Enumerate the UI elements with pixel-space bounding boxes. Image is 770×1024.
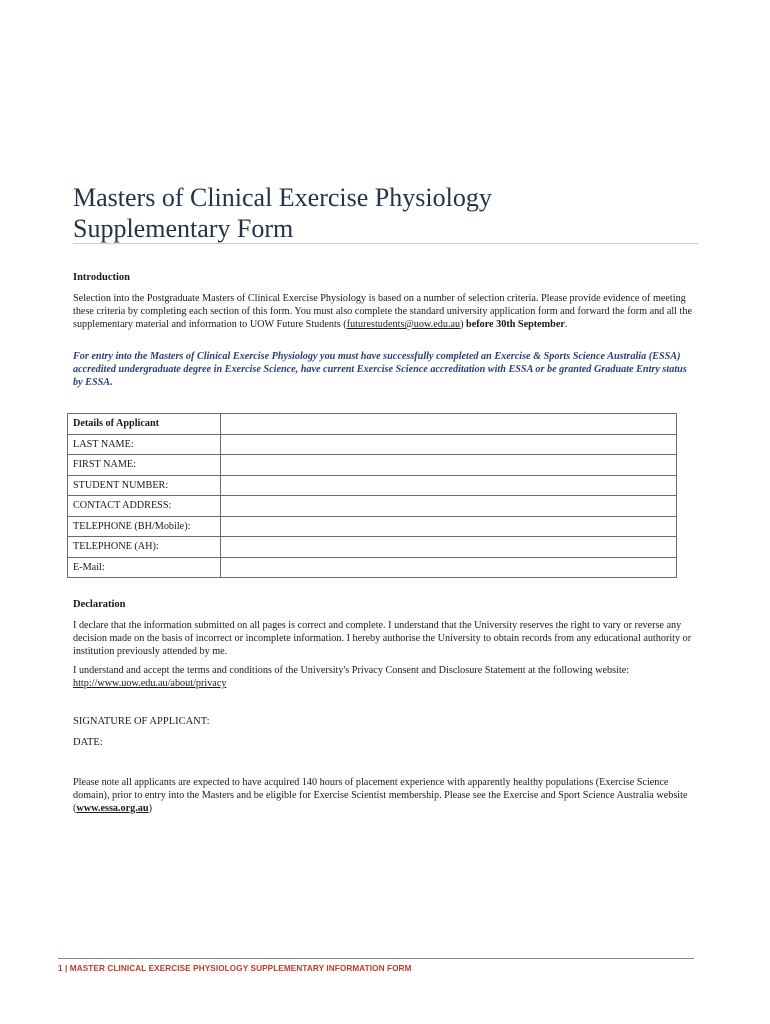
table-header-row	[68, 414, 677, 435]
telephone-bh-label: TELEPHONE (BH/Mobile):	[68, 516, 221, 537]
page-title-line2: Supplementary Form	[73, 214, 294, 243]
table-row	[68, 537, 677, 558]
privacy-statement-link[interactable]: http://www.uow.edu.au/about/privacy	[73, 678, 227, 689]
email-field[interactable]	[221, 557, 677, 578]
table-row	[68, 496, 677, 517]
footer-divider	[58, 958, 694, 959]
declaration-heading: Declaration	[73, 599, 126, 610]
application-deadline: before 30th September	[466, 319, 565, 330]
last-name-label: LAST NAME:	[68, 434, 221, 455]
last-name-field[interactable]	[221, 434, 677, 455]
details-of-applicant-heading: Details of Applicant	[68, 414, 221, 435]
declaration-paragraph: I declare that the information submitted on all pages is correct and complete. I understand that the University reserves the right to vary or reverse any decision made on the basis of incorrect or incomplete information. I hereby authorise the University to obtain records from any educational authority or institution previously attended by me.	[73, 620, 692, 657]
introduction-text: Selection into the Postgraduate Masters of Clinical Exercise Physiology is based on a number of selection criteria. Please provide evidence of meeting these criteria by completing each section of this form. You must also complete the standard university application form and forward the form and all the supplementary material and information to UOW Future Students (	[73, 293, 693, 330]
table-row	[68, 516, 677, 537]
table-row	[68, 455, 677, 476]
placement-note-close: )	[148, 803, 152, 814]
table-row	[68, 557, 677, 578]
contact-address-field[interactable]	[221, 496, 677, 517]
table-header-blank	[221, 414, 677, 435]
introduction-end: .	[564, 319, 568, 330]
telephone-bh-field[interactable]	[221, 516, 677, 537]
signature-label: SIGNATURE OF APPLICANT:	[73, 716, 210, 727]
table-row	[68, 434, 677, 455]
page-footer: 1 | MASTER CLINICAL EXERCISE PHYSIOLOGY SUPPLEMENTARY INFORMATION FORM	[58, 964, 412, 973]
telephone-ah-label: TELEPHONE (AH):	[68, 537, 221, 558]
first-name-label: FIRST NAME:	[68, 455, 221, 476]
student-number-field[interactable]	[221, 475, 677, 496]
telephone-ah-field[interactable]	[221, 537, 677, 558]
placement-note-text: Please note all applicants are expected to have acquired 140 hours of placement experience with apparently healthy populations (Exercise Science domain), prior to entry into the Masters and be eligible for Exercise Scientist membership. Please see the Exercise and Sport Science Australia website (	[73, 777, 688, 814]
page-title-line1: Masters of Clinical Exercise Physiology	[73, 183, 492, 212]
introduction-paragraph	[73, 292, 695, 331]
essa-website-link[interactable]: www.essa.org.au	[76, 803, 149, 814]
applicant-details-table	[67, 413, 677, 578]
privacy-text: I understand and accept the terms and conditions of the University's Privacy Consent and Disclosure Statement at the following website:	[73, 665, 630, 676]
first-name-field[interactable]	[221, 455, 677, 476]
title-divider	[73, 243, 698, 244]
introduction-heading: Introduction	[73, 272, 130, 283]
table-row	[68, 475, 677, 496]
placement-note-paragraph	[73, 776, 695, 815]
introduction-close: )	[460, 319, 467, 330]
email-label: E-Mail:	[68, 557, 221, 578]
entry-requirement-text: For entry into the Masters of Clinical Exercise Physiology you must have successfully completed an Exercise & Sports Science Australia (ESSA) accredited undergraduate degree in Exercise Science, have current Exercise Science accreditation with ESSA or be granted Graduate Entry status by ESSA.	[73, 351, 687, 388]
future-students-email-link[interactable]: futurestudents@uow.edu.au	[346, 319, 461, 330]
date-label: DATE:	[73, 737, 103, 748]
student-number-label: STUDENT NUMBER:	[68, 475, 221, 496]
contact-address-label: CONTACT ADDRESS:	[68, 496, 221, 517]
privacy-paragraph	[73, 664, 695, 690]
page-title	[73, 182, 703, 244]
